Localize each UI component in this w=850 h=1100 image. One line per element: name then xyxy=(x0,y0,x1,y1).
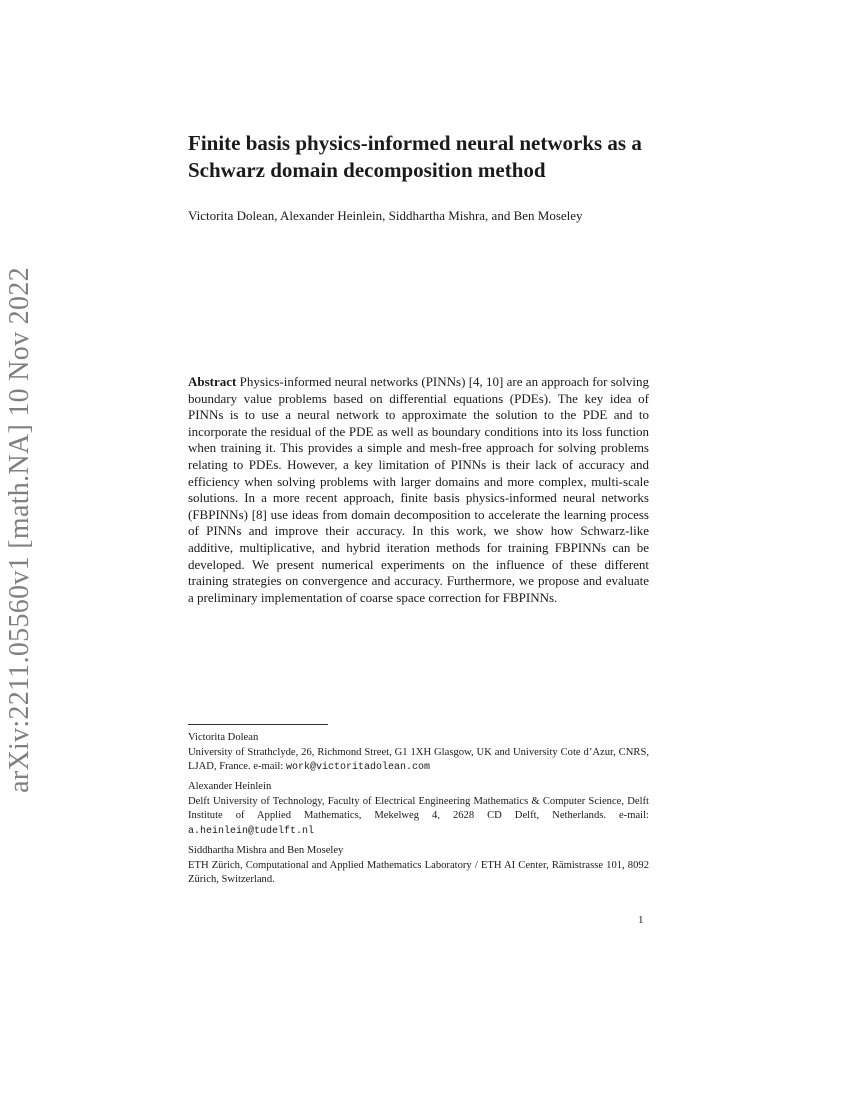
affiliation-mishra-moseley xyxy=(188,844,649,888)
affiliation-heinlein xyxy=(188,780,649,839)
affiliation-address: ETH Zürich, Computational and Applied Mathematics Laboratory / ETH AI Center, Rämistrasse 101, 8092 Zürich, Switzerland. xyxy=(188,859,649,886)
affiliation-name: Victorita Dolean xyxy=(188,732,259,743)
arxiv-identifier: arXiv:2211.05560v1 [math.NA] 10 Nov 2022 xyxy=(4,267,35,793)
email-link[interactable]: a.heinlein@tudelft.nl xyxy=(188,825,315,837)
affiliation-address: Delft University of Technology, Faculty of Electrical Engineering Mathematics & Computer Science, Delft Institute of Applied Mathematics, Mekelweg 4, 2628 CD Delft, Netherlands. e-mail: a.heinlein@tudelft.nl xyxy=(188,795,649,837)
footnote-rule xyxy=(188,724,328,725)
author-list: Victorita Dolean, Alexander Heinlein, Siddhartha Mishra, and Ben Moseley xyxy=(188,208,583,223)
affiliation-address: University of Strathclyde, 26, Richmond Street, G1 1XH Glasgow, UK and University Cote d’Azur, CNRS, LJAD, France. e-mail: work@victoritadolean.com xyxy=(188,746,649,774)
affiliation-dolean xyxy=(188,731,649,776)
page-number: 1 xyxy=(638,914,644,926)
abstract-text: Physics-informed neural networks (PINNs) [4, 10] are an approach for solving boundary value problems based on differential equations (PDEs). The key idea of PINNs is to use a neural network to approximate the solution to the PDE and to incorporate the residual of the PDE as well as boundary conditions into its loss function when training it. This provides a simple and mesh-free approach for solving problems relating to PDEs. However, a key limitation of PINNs is their lack of accuracy and efficiency when solving problems with larger domains and more complex, multi-scale solutions. In a more recent approach, finite basis physics-informed neural networks (FBPINNs) [8] use ideas from domain decomposition to accelerate the learning process of PINNs and improve their accuracy. In this work, we show how Schwarz-like additive, multiplicative, and hybrid iteration methods for training FBPINNs can be developed. We present numerical experiments on the influence of these different training strategies on convergence and accuracy. Furthermore, we propose and evaluate a preliminary implementation of coarse space correction for FBPINNs. xyxy=(188,374,650,605)
abstract-label: Abstract xyxy=(188,374,237,389)
paper-title: Finite basis physics-informed neural networks as a Schwarz domain decomposition method xyxy=(188,131,642,182)
affiliation-name: Alexander Heinlein xyxy=(188,781,272,792)
affiliation-name: Siddhartha Mishra and Ben Moseley xyxy=(188,845,344,856)
email-link[interactable]: work@victoritadolean.com xyxy=(285,762,431,774)
abstract xyxy=(188,374,649,606)
